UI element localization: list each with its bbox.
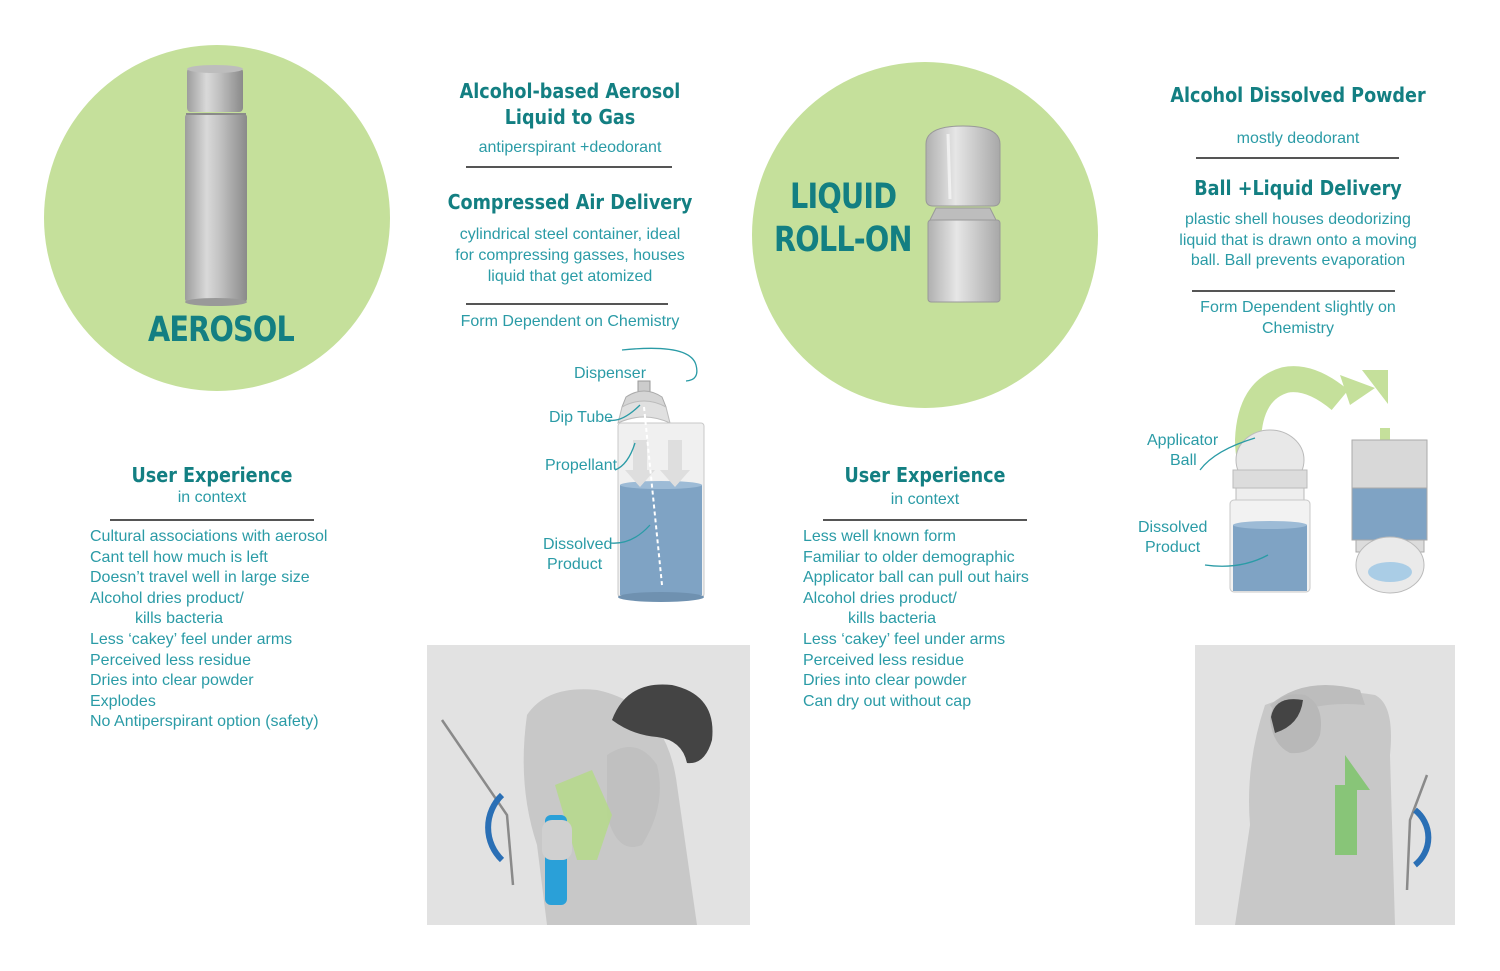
list-item: Alcohol dries product/ xyxy=(803,589,957,607)
aerosol-subtitle: antiperspirant +deodorant xyxy=(478,139,662,156)
rollon-ux-subtitle: in context xyxy=(890,491,960,508)
rollon-ux-divider xyxy=(823,519,1027,521)
list-item: Doesn’t travel well in large size xyxy=(90,569,310,587)
aerosol-delivery-heading: Compressed Air Delivery xyxy=(447,190,693,214)
aerosol-usage-illustration xyxy=(427,645,750,925)
rollon-label-dissolved: Dissolved xyxy=(1138,519,1208,536)
rollon-title-line-1: LIQUID xyxy=(790,177,897,217)
rollon-cutaway-diagram xyxy=(1140,360,1440,605)
list-item: Alcohol dries product/ xyxy=(90,589,244,607)
aerosol-label-dispenser: Dispenser xyxy=(574,365,647,382)
aerosol-delivery-line-1: cylindrical steel container, ideal xyxy=(459,226,681,243)
list-item: Familiar to older demographic xyxy=(803,548,1015,566)
aerosol-label-dissolved: Dissolved xyxy=(543,536,613,553)
rollon-label-product: Product xyxy=(1145,539,1201,556)
aerosol-heading-2: Liquid to Gas xyxy=(504,105,636,129)
aerosol-ux-list xyxy=(90,527,327,733)
list-item: Less well known form xyxy=(803,528,956,545)
aerosol-form-note: Form Dependent on Chemistry xyxy=(460,313,680,330)
rollon-label-applicator: Applicator xyxy=(1147,432,1219,449)
rollon-delivery-line-3: ball. Ball prevents evaporation xyxy=(1190,252,1406,269)
aerosol-ux-title: User Experience xyxy=(131,463,293,487)
rollon-divider-2 xyxy=(1192,290,1395,292)
list-item: Cultural associations with aerosol xyxy=(90,528,328,545)
rollon-delivery-heading: Ball +Liquid Delivery xyxy=(1194,176,1402,200)
rollon-ux-list xyxy=(803,527,1029,712)
list-item: kills bacteria xyxy=(135,610,224,628)
list-item: Dries into clear powder xyxy=(803,672,967,690)
aerosol-can-icon xyxy=(180,64,252,309)
aerosol-title: AEROSOL xyxy=(148,310,294,350)
rollon-delivery-line-1: plastic shell houses deodorizing xyxy=(1185,211,1411,228)
list-item: Perceived less residue xyxy=(90,651,251,669)
list-item: No Antiperspirant option (safety) xyxy=(90,713,319,731)
aerosol-ux-divider xyxy=(110,519,314,521)
aerosol-delivery-line-3: liquid that get atomized xyxy=(487,268,653,285)
list-item: Less ‘cakey’ feel under arms xyxy=(90,630,293,648)
list-item: Less ‘cakey’ feel under arms xyxy=(803,630,1006,648)
list-item: kills bacteria xyxy=(848,610,937,628)
aerosol-delivery-line-2: for compressing gasses, houses xyxy=(455,247,685,264)
aerosol-divider-2 xyxy=(466,303,668,305)
rollon-heading: Alcohol Dissolved Powder xyxy=(1170,83,1426,107)
aerosol-label-dip-tube: Dip Tube xyxy=(549,409,614,426)
list-item: Dries into clear powder xyxy=(90,672,254,690)
rollon-usage-illustration xyxy=(1195,645,1455,925)
aerosol-label-propellant: Propellant xyxy=(545,457,618,474)
list-item: Can dry out without cap xyxy=(803,692,972,710)
rollon-subtitle: mostly deodorant xyxy=(1236,130,1360,147)
list-item: Explodes xyxy=(90,692,156,710)
rollon-divider-1 xyxy=(1196,157,1399,159)
rollon-form-note-2: Chemistry xyxy=(1261,320,1334,337)
rollon-bottle-icon xyxy=(918,124,1008,308)
rollon-label-ball: Ball xyxy=(1170,452,1197,469)
list-item: Perceived less residue xyxy=(803,651,964,669)
aerosol-label-product: Product xyxy=(547,556,603,573)
list-item: Cant tell how much is left xyxy=(90,548,268,566)
rollon-delivery-line-2: liquid that is drawn onto a moving xyxy=(1179,232,1417,249)
rollon-ux-title: User Experience xyxy=(844,463,1006,487)
aerosol-heading-1: Alcohol-based Aerosol xyxy=(459,79,681,103)
aerosol-ux-subtitle: in context xyxy=(177,489,247,506)
list-item: Applicator ball can pull out hairs xyxy=(803,569,1029,587)
rollon-form-note-1: Form Dependent slightly on xyxy=(1200,299,1396,316)
aerosol-divider-1 xyxy=(466,166,672,168)
rollon-title-line-2: ROLL-ON xyxy=(774,220,912,260)
